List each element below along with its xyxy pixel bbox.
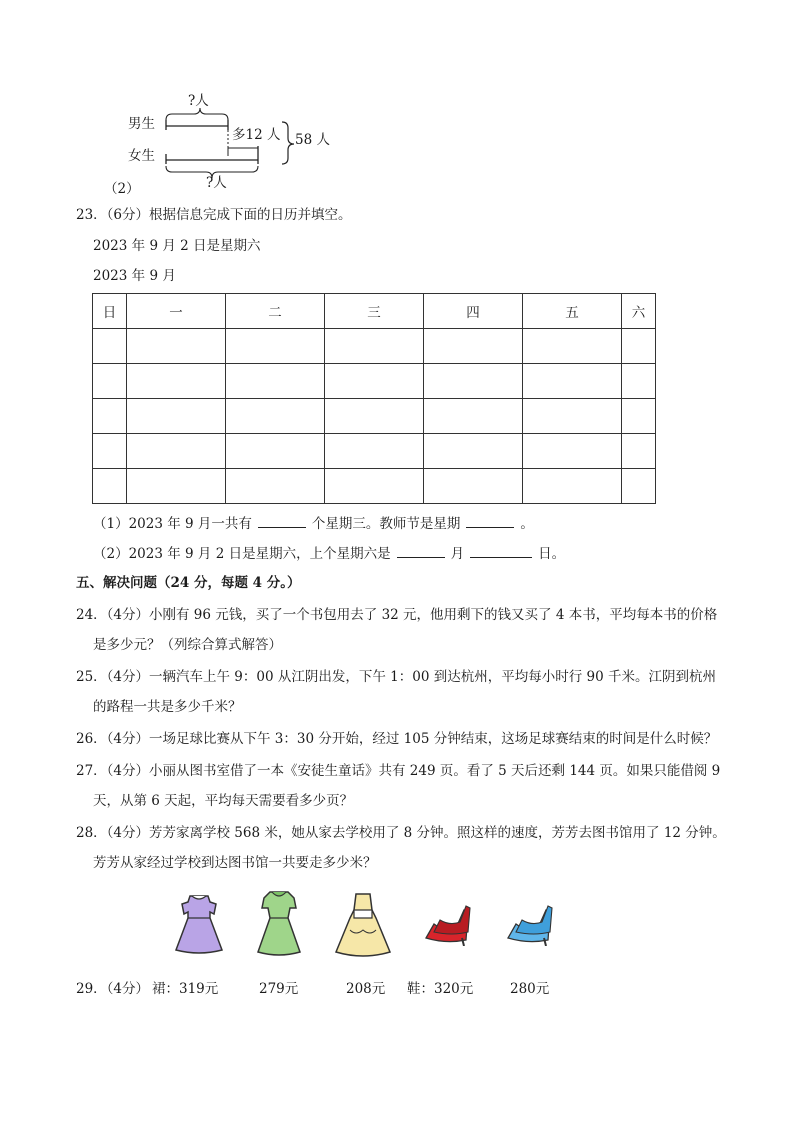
calendar-cell[interactable] bbox=[523, 434, 622, 469]
calendar-cell[interactable] bbox=[325, 399, 424, 434]
calendar-cell[interactable] bbox=[523, 329, 622, 364]
q23-sub1-text-c: 。 bbox=[520, 516, 534, 532]
calendar-cell[interactable] bbox=[226, 399, 325, 434]
calendar-header-cell: 六 bbox=[622, 294, 656, 329]
calendar-cell[interactable] bbox=[127, 364, 226, 399]
price-label: 裙：319元 bbox=[152, 981, 219, 997]
price-label: 鞋：320元 bbox=[407, 981, 474, 997]
q23-info-2: 2023 年 9 月 bbox=[93, 268, 176, 284]
calendar-row bbox=[93, 364, 656, 399]
q29-label: 29．（4分） bbox=[76, 981, 150, 997]
more-label: 多12 人 bbox=[232, 127, 281, 143]
q25-line-1: 25．（4分）一辆汽车上午 9：00 从江阴出发，下午 1：00 到达杭州，平均每小时行 90 千米。江阴到杭州 bbox=[76, 669, 716, 685]
price-label: 208元 bbox=[346, 981, 386, 997]
calendar-cell[interactable] bbox=[523, 364, 622, 399]
q23-sub2-text-c: 日。 bbox=[538, 546, 566, 562]
calendar-cell[interactable] bbox=[226, 434, 325, 469]
calendar-cell[interactable] bbox=[93, 399, 127, 434]
calendar-header-cell: 四 bbox=[424, 294, 523, 329]
calendar-cell[interactable] bbox=[325, 469, 424, 504]
calendar-cell[interactable] bbox=[523, 399, 622, 434]
answer-blank[interactable] bbox=[470, 545, 532, 558]
calendar-row bbox=[93, 329, 656, 364]
calendar-cell[interactable] bbox=[226, 329, 325, 364]
q23-info-1: 2023 年 9 月 2 日是星期六 bbox=[93, 238, 261, 254]
bottom-brace bbox=[166, 166, 258, 178]
q23-sub1-text-a: （1）2023 年 9 月一共有 bbox=[93, 516, 252, 532]
total-brace bbox=[282, 122, 294, 164]
calendar-cell[interactable] bbox=[325, 434, 424, 469]
calendar-cell[interactable] bbox=[127, 469, 226, 504]
calendar-cell[interactable] bbox=[93, 434, 127, 469]
calendar-cell[interactable] bbox=[424, 399, 523, 434]
calendar-cell[interactable] bbox=[325, 329, 424, 364]
section-heading: 五、解决问题（24 分，每题 4 分。） bbox=[76, 575, 301, 591]
q24-line-2: 是多少元？（列综合算式解答） bbox=[93, 637, 282, 653]
q23-sub1 bbox=[93, 515, 534, 532]
blue-shoes-icon bbox=[504, 902, 554, 946]
q23-sub2 bbox=[93, 545, 565, 562]
calendar-cell[interactable] bbox=[226, 364, 325, 399]
calendar-header-cell: 一 bbox=[127, 294, 226, 329]
price-label: 280元 bbox=[510, 981, 550, 997]
calendar-header-cell: 五 bbox=[523, 294, 622, 329]
q27-line-1: 27．（4分）小丽从图书室借了一本《安徒生童话》共有 249 页。看了 5 天后还剩 144 页。如果只能借阅 9 bbox=[76, 763, 721, 779]
q28-line-1: 28．（4分）芳芳家离学校 568 米，她从家去学校用了 8 分钟。照这样的速度，芳芳去图书馆用了 12 分钟。 bbox=[76, 825, 726, 841]
red-shoes-icon bbox=[422, 902, 472, 946]
q26-line-1: 26．（4分）一场足球比赛从下午 3：30 分开始，经过 105 分钟结束，这场足球赛结束的时间是什么时候？ bbox=[76, 731, 718, 747]
calendar-header-cell: 日 bbox=[93, 294, 127, 329]
bottom-question-label: ?人 bbox=[206, 175, 227, 191]
top-brace bbox=[166, 108, 228, 120]
purple-dress-icon bbox=[170, 892, 228, 956]
calendar-row bbox=[93, 469, 656, 504]
girls-label: 女生 bbox=[128, 148, 155, 164]
calendar-cell[interactable] bbox=[622, 329, 656, 364]
q25-line-2: 的路程一共是多少千米？ bbox=[93, 699, 242, 715]
calendar-cell[interactable] bbox=[424, 434, 523, 469]
segment-lines bbox=[160, 104, 300, 184]
part-label: （2） bbox=[104, 181, 140, 197]
calendar-cell[interactable] bbox=[622, 364, 656, 399]
calendar-cell[interactable] bbox=[127, 399, 226, 434]
q23-sub2-text-a: （2）2023 年 9 月 2 日是星期六，上个星期六是 bbox=[93, 546, 391, 562]
answer-blank[interactable] bbox=[397, 545, 445, 558]
calendar-row bbox=[93, 434, 656, 469]
calendar-cell[interactable] bbox=[622, 469, 656, 504]
calendar-header-row bbox=[93, 294, 656, 329]
calendar-cell[interactable] bbox=[93, 329, 127, 364]
answer-blank[interactable] bbox=[258, 515, 306, 528]
calendar-header-cell: 二 bbox=[226, 294, 325, 329]
more-brace bbox=[228, 148, 258, 154]
q23-stem: 23．（6分）根据信息完成下面的日历并填空。 bbox=[76, 207, 352, 223]
top-question-label: ?人 bbox=[188, 93, 209, 109]
calendar-cell[interactable] bbox=[226, 469, 325, 504]
calendar-cell[interactable] bbox=[622, 399, 656, 434]
q28-line-2: 芳芳从家经过学校到达图书馆一共要走多少米？ bbox=[93, 855, 377, 871]
calendar-table bbox=[92, 293, 656, 504]
q23-sub2-text-b: 月 bbox=[450, 546, 465, 562]
calendar-cell[interactable] bbox=[325, 364, 424, 399]
total-label: 58 人 bbox=[295, 132, 330, 148]
q24-line-1: 24．（4分）小刚有 96 元钱，买了一个书包用去了 32 元，他用剩下的钱又买了 4 本书，平均每本书的价格 bbox=[76, 607, 718, 623]
calendar-cell[interactable] bbox=[424, 364, 523, 399]
calendar-cell[interactable] bbox=[127, 434, 226, 469]
price-label: 279元 bbox=[259, 981, 299, 997]
calendar-cell[interactable] bbox=[424, 469, 523, 504]
q27-line-2: 天，从第 6 天起，平均每天需要看多少页？ bbox=[93, 793, 354, 809]
calendar-cell[interactable] bbox=[523, 469, 622, 504]
calendar-header-cell: 三 bbox=[325, 294, 424, 329]
answer-blank[interactable] bbox=[466, 515, 514, 528]
calendar-cell[interactable] bbox=[93, 364, 127, 399]
green-dress-icon bbox=[252, 888, 306, 958]
calendar-cell[interactable] bbox=[424, 329, 523, 364]
yellow-dress-icon bbox=[332, 890, 394, 958]
calendar-cell[interactable] bbox=[93, 469, 127, 504]
q23-sub1-text-b: 个星期三。教师节是星期 bbox=[311, 516, 461, 532]
boys-label: 男生 bbox=[128, 116, 155, 132]
calendar-row bbox=[93, 399, 656, 434]
calendar-cell[interactable] bbox=[622, 434, 656, 469]
calendar-cell[interactable] bbox=[127, 329, 226, 364]
